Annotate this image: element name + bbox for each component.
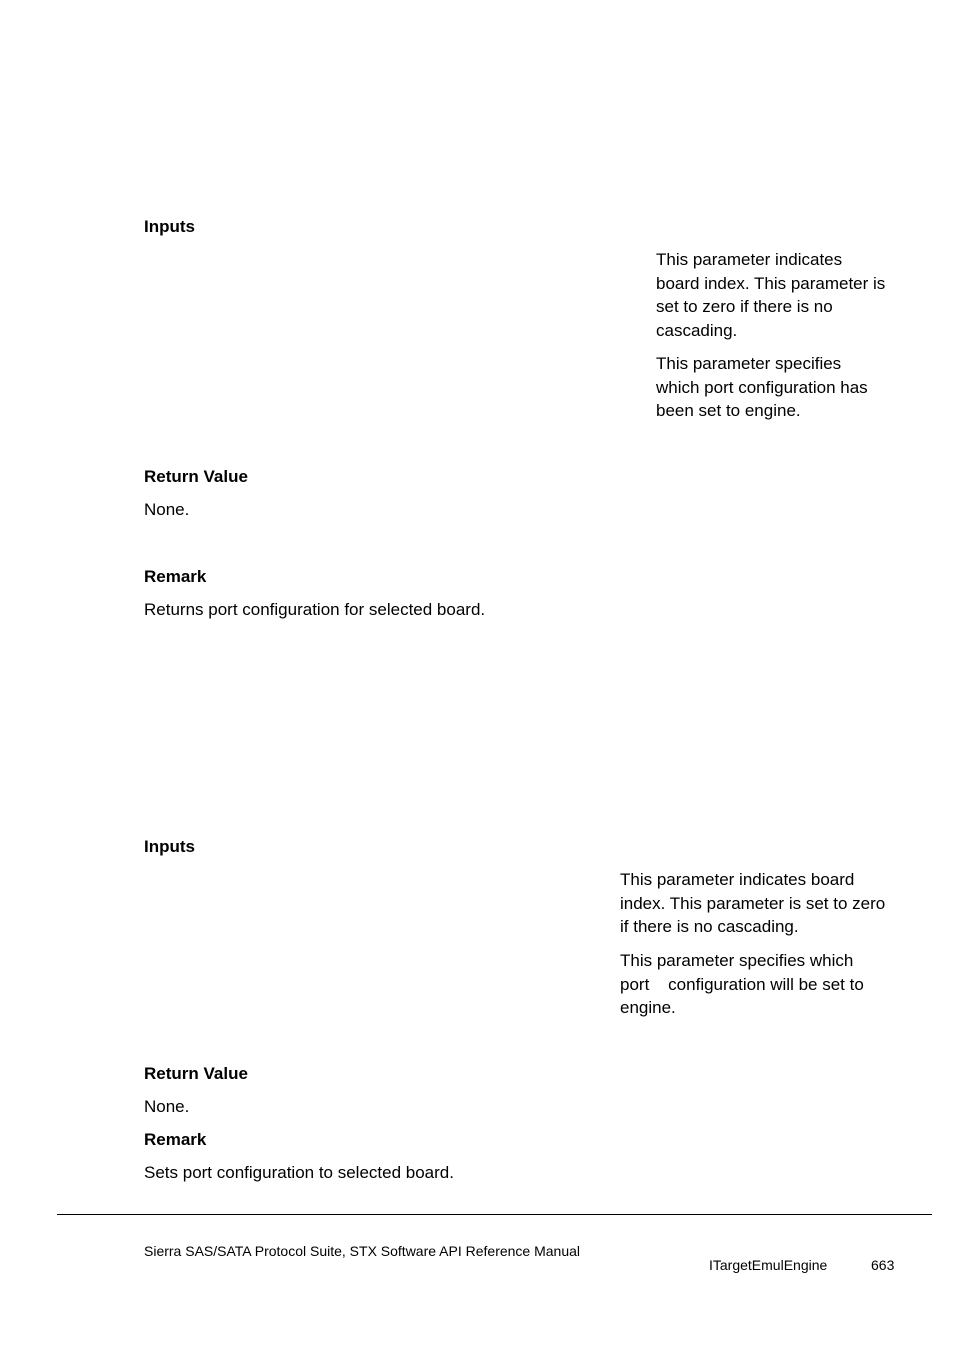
footer-manual-title: Sierra SAS/SATA Protocol Suite, STX Software API Reference Manual <box>144 1243 581 1259</box>
text-line: This parameter indicates <box>656 250 843 269</box>
text-line: This parameter specifies which <box>620 951 854 970</box>
inputs-heading: Inputs <box>144 837 195 856</box>
text-line: board index. This parameter is <box>656 273 886 293</box>
return-value-text: None. <box>144 500 190 519</box>
text-line: This parameter indicates board <box>620 870 855 889</box>
text-line: index. This parameter is set to zero <box>620 893 886 913</box>
param-port-config-description <box>620 949 920 1020</box>
inputs-heading: Inputs <box>144 217 195 236</box>
remark-text: Returns port configuration for selected board. <box>144 600 486 619</box>
footer-section-name: ITargetEmulEngine <box>709 1257 828 1273</box>
param-port-config-description <box>656 352 916 423</box>
text-line: engine. <box>620 998 676 1017</box>
footer-page-number: 663 <box>871 1257 895 1273</box>
text-line: set to zero if there is no <box>656 297 833 316</box>
text-line: port configuration will be set to <box>620 974 864 994</box>
text-line: if there is no cascading. <box>620 917 799 936</box>
footer-divider <box>57 1214 932 1215</box>
return-value-text: None. <box>144 1097 190 1116</box>
remark-text: Sets port configuration to selected board. <box>144 1163 454 1182</box>
param-board-index-description <box>620 868 920 939</box>
remark-heading: Remark <box>144 567 207 586</box>
text-line: which port configuration has <box>656 377 868 397</box>
return-value-heading: Return Value <box>144 467 248 486</box>
param-board-index-description <box>656 248 916 342</box>
text-line: This parameter specifies <box>656 354 842 373</box>
text-line: been set to engine. <box>656 401 801 420</box>
text-line: cascading. <box>656 320 738 340</box>
remark-heading: Remark <box>144 1130 207 1149</box>
return-value-heading: Return Value <box>144 1064 248 1083</box>
